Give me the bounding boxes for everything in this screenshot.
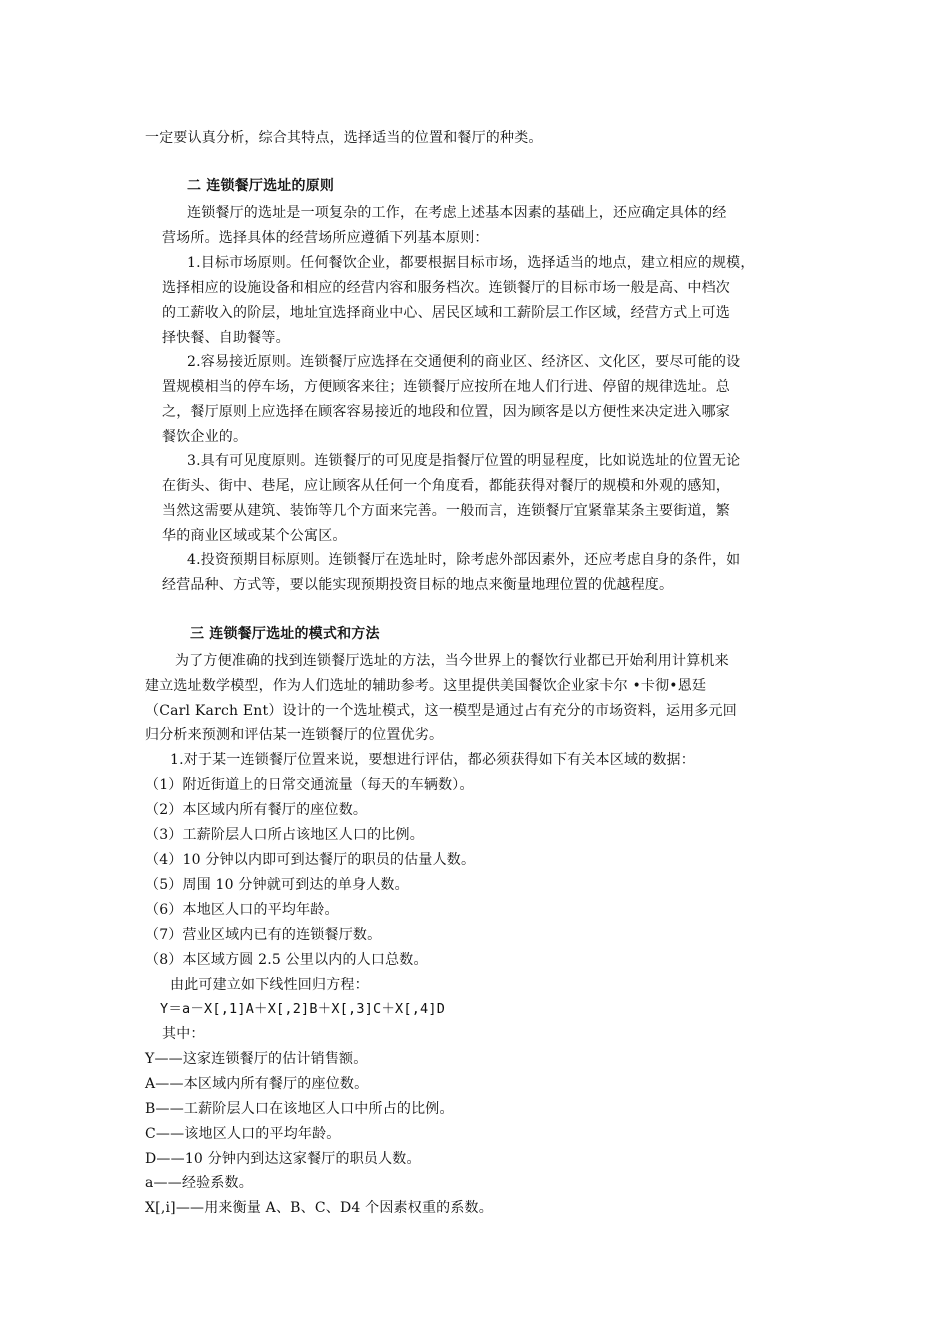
regression-formula: Y＝a－X[,1]A＋X[,2]B＋X[,3]C＋X[,4]D: [160, 1001, 446, 1017]
data-item: （2）本区域内所有餐厅的座位数。: [145, 802, 368, 818]
definition-line: Y——这家连锁餐厅的估计销售额。: [145, 1051, 368, 1067]
definition-line: A——本区域内所有餐厅的座位数。: [145, 1076, 369, 1092]
section-3-intro-line: （Carl Karch Ent）设计的一个选址模式，这一模型是通过占有充分的市场资料，运用多元回: [145, 703, 737, 719]
definition-line: a——经验系数。: [145, 1175, 253, 1191]
data-item: （5）周围 10 分钟就可到达的单身人数。: [145, 877, 409, 893]
data-intro-line: 1.对于某一连锁餐厅位置来说，要想进行评估，都必须获得如下有关本区域的数据：: [170, 752, 695, 768]
where-label: 其中：: [162, 1026, 205, 1042]
principle-2-line: 之，餐厅原则上应选择在顾客容易接近的地段和位置，因为顾客是以方便性来决定进入哪家: [162, 404, 730, 420]
principle-4-line: 经营品种、方式等，要以能实现预期投资目标的地点来衡量地理位置的优越程度。: [162, 577, 674, 593]
principle-2-line: 置规模相当的停车场，方便顾客来往；连锁餐厅应按所在地人们行进、停留的规律选址。总: [162, 379, 730, 395]
section-2-intro-line: 连锁餐厅的选址是一项复杂的工作，在考虑上述基本因素的基础上，还应确定具体的经: [187, 205, 727, 221]
section-2-intro-line: 营场所。选择具体的经营场所应遵循下列基本原则：: [162, 230, 489, 246]
principle-3-line: 当然这需要从建筑、装饰等几个方面来完善。一般而言，连锁餐厅宜紧靠某条主要街道，繁: [162, 503, 730, 519]
definition-line: C——该地区人口的平均年龄。: [145, 1126, 341, 1142]
principle-1-line: 选择相应的设施设备和相应的经营内容和服务档次。连锁餐厅的目标市场一般是高、中档次: [162, 280, 730, 296]
data-item: （8）本区域方圆 2.5 公里以内的人口总数。: [145, 952, 428, 968]
principle-2-line: 餐饮企业的。: [162, 429, 248, 445]
data-item: （1）附近街道上的日常交通流量（每天的车辆数）。: [145, 777, 474, 793]
section-3-intro-line: 为了方便准确的找到连锁餐厅选址的方法，当今世界上的餐饮行业都已开始利用计算机来: [175, 653, 729, 669]
section-3-intro-line: 建立选址数学模型，作为人们选址的辅助参考。这里提供美国餐饮企业家卡尔 •卡彻•恩廷: [145, 678, 707, 694]
section-2-heading: 二 连锁餐厅选址的原则: [187, 178, 335, 194]
principle-3-line: 3.具有可见度原则。连锁餐厅的可见度是指餐厅位置的明显程度，比如说选址的位置无论: [187, 453, 741, 469]
principle-1-line: 的工薪收入的阶层，地址宜选择商业中心、居民区域和工薪阶层工作区域，经营方式上可选: [162, 305, 730, 321]
definition-line: B——工薪阶层人口在该地区人口中所占的比例。: [145, 1101, 454, 1117]
section-3-intro-line: 归分析来预测和评估某一连锁餐厅的位置优劣。: [145, 727, 444, 743]
principle-1-line: 1.目标市场原则。任何餐饮企业，都要根据目标市场，选择适当的地点，建立相应的规模，: [187, 255, 755, 271]
principle-3-line: 在街头、街中、巷尾，应让顾客从任何一个角度看，都能获得对餐厅的规模和外观的感知，: [162, 478, 730, 494]
principle-1-line: 择快餐、自助餐等。: [162, 330, 290, 346]
section-3-heading: 三 连锁餐厅选址的模式和方法: [190, 626, 380, 642]
data-item: （3）工薪阶层人口所占该地区人口的比例。: [145, 827, 424, 843]
data-item: （7）营业区域内已有的连锁餐厅数。: [145, 927, 382, 943]
principle-4-line: 4.投资预期目标原则。连锁餐厅在选址时，除考虑外部因素外，还应考虑自身的条件，如: [187, 552, 741, 568]
definition-line: X[,i]——用来衡量 A、B、C、D4 个因素权重的系数。: [145, 1200, 493, 1216]
principle-3-line: 华的商业区域或某个公寓区。: [162, 528, 347, 544]
principle-2-line: 2.容易接近原则。连锁餐厅应选择在交通便利的商业区、经济区、文化区，要尽可能的设: [187, 354, 741, 370]
intro-tail-line: 一定要认真分析，综合其特点，选择适当的位置和餐厅的种类。: [145, 130, 543, 146]
regression-intro-line: 由此可建立如下线性回归方程：: [170, 977, 369, 993]
definition-line: D——10 分钟内到达这家餐厅的职员人数。: [145, 1151, 421, 1167]
data-item: （4）10 分钟以内即可到达餐厅的职员的估量人数。: [145, 852, 476, 868]
data-item: （6）本地区人口的平均年龄。: [145, 902, 339, 918]
